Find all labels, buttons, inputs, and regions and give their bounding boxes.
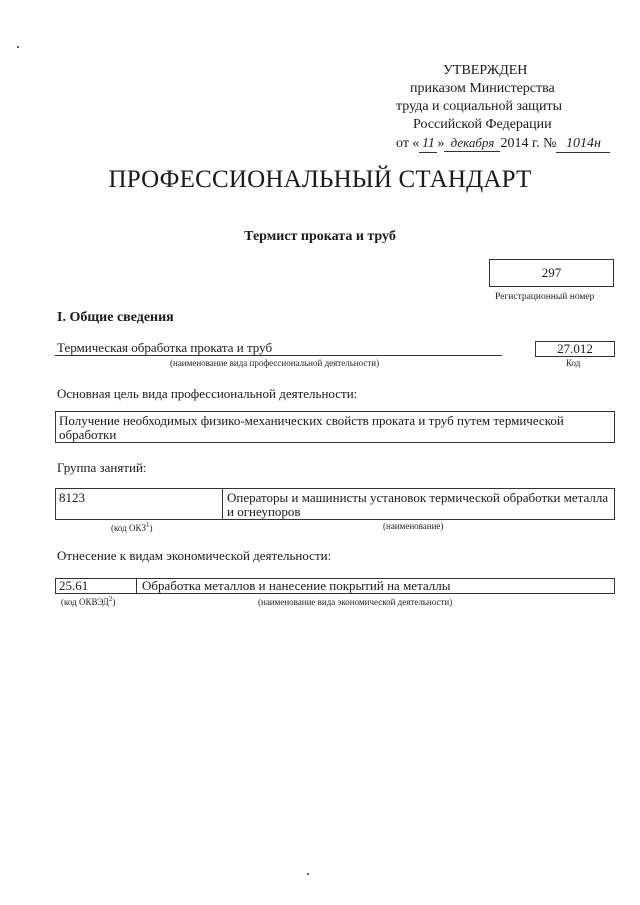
econ-label: Отнесение к видам экономической деятельности: — [57, 548, 332, 563]
goal-box — [55, 411, 615, 443]
activity-caption: (наименование вида профессиональной деятельности) — [170, 358, 380, 368]
registration-number-box — [489, 259, 614, 287]
group-name-caption: (наименование) — [383, 521, 444, 531]
profession-name: Термист проката и труб — [244, 229, 396, 244]
goal-label: Основная цель вида профессиональной деятельности: — [57, 386, 358, 401]
scan-speck — [307, 873, 309, 875]
activity-code: 27.012 — [557, 341, 593, 356]
econ-table — [55, 578, 615, 594]
group-label: Группа занятий: — [57, 460, 147, 475]
econ-table-divider — [136, 579, 137, 593]
registration-label: Регистрационный номер — [495, 292, 595, 302]
econ-code: 25.61 — [59, 578, 89, 593]
group-code-caption-text: (код ОКЗ — [111, 523, 146, 533]
footnote-1-marker: 1 — [146, 521, 150, 529]
econ-name: Обработка металлов и нанесение покрытий на металлы — [142, 578, 451, 593]
approval-line-federation: Российской Федерации — [413, 117, 552, 132]
date-prefix: от « — [396, 136, 420, 151]
date-year: 2014 г. № — [500, 136, 557, 151]
econ-code-caption — [61, 595, 115, 607]
group-table — [55, 488, 615, 520]
scan-speck — [17, 46, 19, 48]
econ-code-caption-end: ) — [112, 597, 116, 607]
date-quote-close: » — [437, 136, 445, 151]
document-title: ПРОФЕССИОНАЛЬНЫЙ СТАНДАРТ — [108, 166, 532, 193]
activity-name: Термическая обработка проката и труб — [57, 340, 273, 355]
econ-name-caption: (наименование вида экономической деятельности) — [258, 597, 453, 607]
handwritten-month: декабря — [444, 134, 500, 152]
approval-line-order: приказом Министерства — [410, 81, 555, 96]
registration-number: 297 — [541, 265, 562, 280]
handwritten-order-number: 1014н — [556, 135, 610, 153]
econ-code-caption-text: (код ОКВЭД — [61, 597, 109, 607]
activity-underline — [55, 355, 502, 356]
group-name: Операторы и машинисты установок термической обработки металла и огнеупоров — [227, 490, 609, 519]
group-code-caption — [111, 521, 153, 533]
group-table-divider — [222, 489, 223, 519]
footnote-2-marker: 2 — [108, 595, 113, 603]
goal-text: Получение необходимых физико-механических свойств проката и труб путем термической обработки — [59, 413, 564, 442]
group-code: 8123 — [59, 490, 85, 505]
approval-line-ministry: труда и социальной защиты — [396, 99, 562, 114]
section-heading: I. Общие сведения — [57, 310, 174, 325]
activity-code-box — [535, 341, 615, 357]
approval-date-line — [396, 134, 610, 153]
group-code-caption-end: ) — [149, 523, 153, 533]
approval-title: УТВЕРЖДЕН — [443, 63, 528, 78]
handwritten-day: 11 — [419, 135, 437, 153]
code-caption: Код — [566, 358, 581, 368]
